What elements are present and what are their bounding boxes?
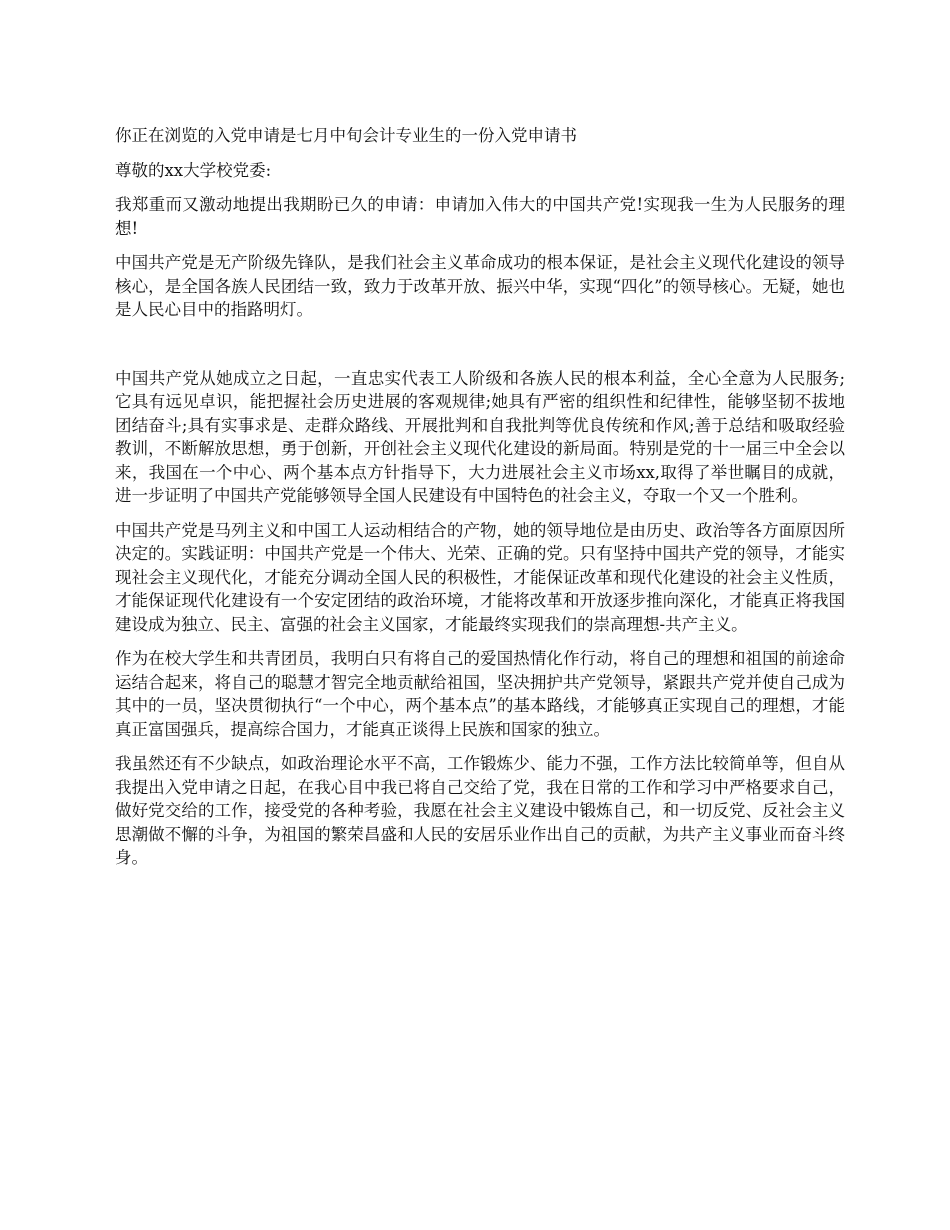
paragraph-application: 我郑重而又激动地提出我期盼已久的申请：申请加入伟大的中国共产党!实现我一生为人民服务的理想! — [115, 195, 845, 238]
salutation: 尊敬的xx大学校党委: — [115, 160, 272, 180]
paragraph-student-pledge: 作为在校大学生和共青团员，我明白只有将自己的爱国热情化作行动，将自己的理想和祖国的前途命运结合起来，将自己的聪慧才智完全地贡献给祖国，坚决拥护共产党领导，紧跟共产党并使自己成为其中的一员，坚决贯彻执行“一个中心，两个基本点”的基本路线，才能够真正实现自己的理想，才能真正富国强兵，提高综合国力，才能真正谈得上民族和国家的独立。 — [115, 649, 845, 739]
blank-gap — [115, 333, 845, 367]
intro-line: 你正在浏览的入党申请是七月中旬会计专业生的一份入党申请书 — [115, 126, 577, 145]
document-page — [115, 124, 845, 881]
paragraph-party-vanguard: 中国共产党是无产阶级先锋队，是我们社会主义革命成功的根本保证，是社会主义现代化建设的领导核心，是全国各族人民团结一致，致力于改革开放、振兴中华，实现“四化”的领导核心。无疑，她也是人民心目中的指路明灯。 — [115, 253, 845, 319]
paragraph-party-leadership: 中国共产党是马列主义和中国工人运动相结合的产物，她的领导地位是由历史、政治等各方面原因所决定的。实践证明：中国共产党是一个伟大、光荣、正确的党。只有坚持中国共产党的领导，才能实现社会主义现代化，才能充分调动全国人民的积极性，才能保证改革和现代化建设的社会主义性质，才能保证现代化建设有一个安定团结的政治环境，才能将改革和开放逐步推向深化，才能真正将我国建设成为独立、民主、富强的社会主义国家，才能最终实现我们的崇高理想-共产主义。 — [115, 520, 845, 634]
paragraph-self-assessment: 我虽然还有不少缺点，如政治理论水平不高，工作锻炼少、能力不强，工作方法比较简单等，但自从我提出入党申请之日起，在我心目中我已将自己交给了党，我在日常的工作和学习中严格要求自己，做好党交给的工作，接受党的各种考验，我愿在社会主义建设中锻炼自己，和一切反党、反社会主义思潮做不懈的斗争，为祖国的繁荣昌盛和人民的安居乐业作出自己的贡献，为共产主义事业而奋斗终身。 — [115, 754, 845, 867]
paragraph-party-history: 中国共产党从她成立之日起，一直忠实代表工人阶级和各族人民的根本利益，全心全意为人民服务;它具有远见卓识，能把握社会历史进展的客观规律;她具有严密的组织性和纪律性，能够坚韧不拔地团结奋斗;具有实事求是、走群众路线、开展批判和自我批判等优良传统和作风;善于总结和吸取经验教训，不断解放思想，勇于创新，开创社会主义现代化建设的新局面。特别是党的十一届三中全会以来，我国在一个中心、两个基本点方针指导下，大力进展社会主义市场xx,取得了举世瞩目的成就，进一步证明了中国共产党能够领导全国人民建设有中国特色的社会主义，夺取一个又一个胜利。 — [115, 368, 845, 505]
